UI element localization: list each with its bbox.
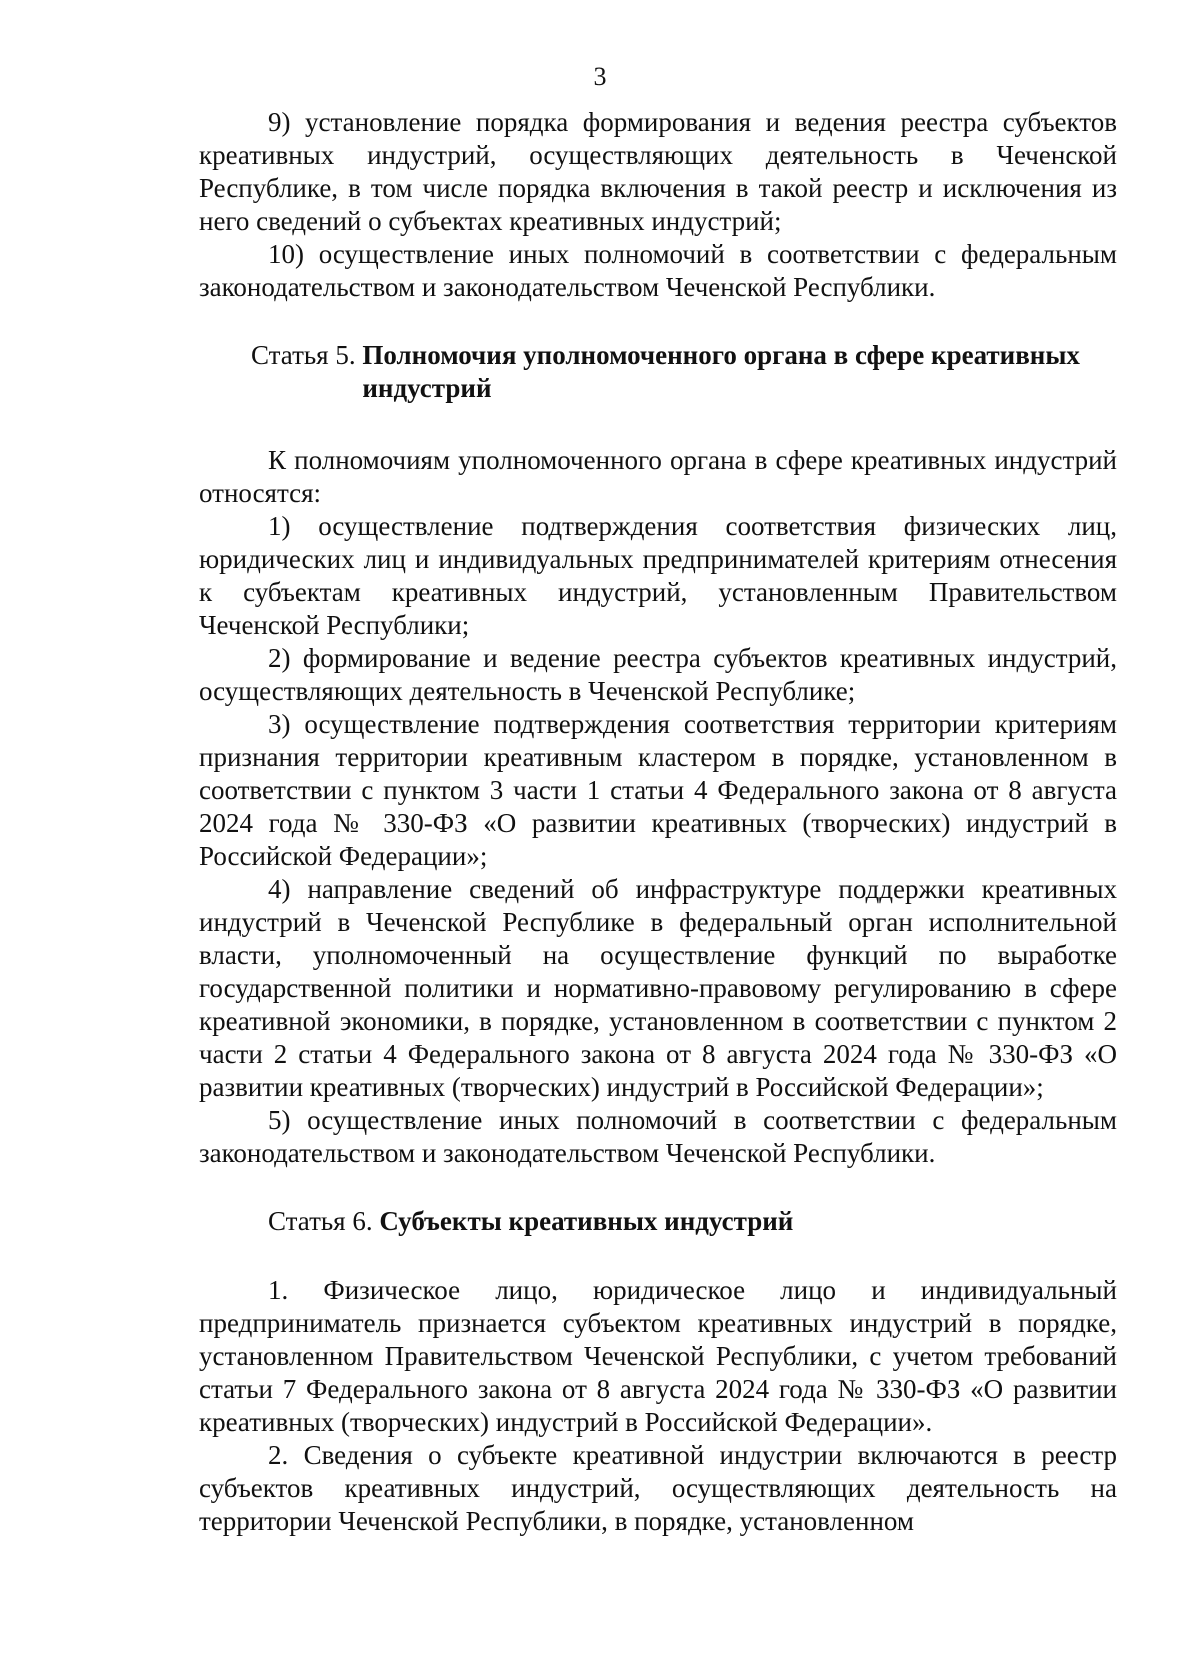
article-6-heading <box>199 1205 1117 1238</box>
paragraph-clause-1: 1. Физическое лицо, юридическое лицо и индивидуальный предприниматель признается субъектом креативных индустрий в порядке, установленном Правительством Чеченской Республики, с учетом требований статьи 7 Федерального закона от 8 августа 2024 года № 330-ФЗ «О развитии креативных (творческих) индустрий в Российской Федерации». <box>199 1275 1117 1437</box>
page-number: 3 <box>593 62 607 91</box>
paragraph-clause-2: 2. Сведения о субъекте креативной индустрии включаются в реестр субъектов креативных индустрий, осуществляющих деятельность на территории Чеченской Республики, в порядке, установленном <box>199 1440 1117 1536</box>
paragraph-item-10: 10) осуществление иных полномочий в соответствии с федеральным законодательством и законодательством Чеченской Республики. <box>199 239 1117 302</box>
paragraph-item-9: 9) установление порядка формирования и ведения реестра субъектов креативных индустрий, осуществляющих деятельность в Чеченской Республике, в том числе порядка включения в такой реестр и исключения из него сведений о субъектах креативных индустрий; <box>199 107 1117 236</box>
article-6-label: Статья 6. <box>268 1206 380 1236</box>
article-5-label: Статья 5. <box>251 340 363 370</box>
paragraph-item-3: 3) осуществление подтверждения соответствия территории критериям признания территории креативным кластером в порядке, установленном в соответствии с пунктом 3 части 1 статьи 4 Федерального закона от 8 августа 2024 года № 330-ФЗ «О развитии креативных (творческих) индустрий в Российской Федерации»; <box>199 709 1117 871</box>
paragraph-item-4: 4) направление сведений об инфраструктуре поддержки креативных индустрий в Чеченской Республике в федеральный орган исполнительной власти, уполномоченный на осуществление функций по выработке государственной политики и нормативно-правовому регулированию в сфере креативной экономики, в порядке, установленном в соответствии с пунктом 2 части 2 статьи 4 Федерального закона от 8 августа 2024 года № 330-ФЗ «О развитии креативных (творческих) индустрий в Российской Федерации»; <box>199 874 1117 1102</box>
paragraph-intro: К полномочиям уполномоченного органа в сфере креативных индустрий относятся: <box>199 445 1117 508</box>
article-6-title: Субъекты креативных индустрий <box>379 1206 794 1236</box>
article-5-title: Полномочия уполномоченного органа в сфере креативных индустрий <box>362 340 1080 403</box>
article-5-heading <box>199 339 1117 405</box>
document-body <box>199 106 1117 1538</box>
paragraph-item-5: 5) осуществление иных полномочий в соответствии с федеральным законодательством и законодательством Чеченской Республики. <box>199 1105 1117 1168</box>
paragraph-item-1: 1) осуществление подтверждения соответствия физических лиц, юридических лиц и индивидуальных предпринимателей критериям отнесения к субъектам креативных индустрий, установленным Правительством Чеченской Республики; <box>199 511 1117 640</box>
paragraph-item-2: 2) формирование и ведение реестра субъектов креативных индустрий, осуществляющих деятельность в Чеченской Республике; <box>199 643 1117 706</box>
